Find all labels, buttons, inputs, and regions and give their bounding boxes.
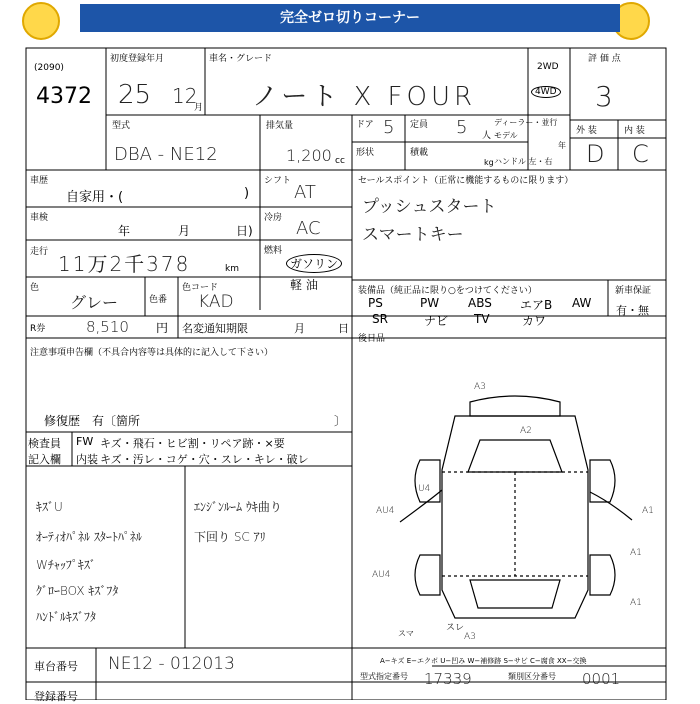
diagram-mark-a1-upper: A1 <box>642 506 654 516</box>
equip-pw: PW <box>420 296 440 310</box>
score-value: 3 <box>595 80 613 113</box>
aircon-label: 冷房 <box>264 213 283 223</box>
fw-values: キズ・飛石・ヒビ割・リペア跡・×要 <box>100 437 285 450</box>
sales-label: セールスポイント（正常に機能するものに限ります） <box>358 176 574 186</box>
diagram-mark-a3-bottom: A3 <box>464 632 476 642</box>
color-label: 色 <box>30 283 40 293</box>
exterior-label: 外 装 <box>576 126 597 136</box>
inspector-label: 検査員 <box>28 437 61 450</box>
type-label: 型式 <box>112 121 131 131</box>
cc-unit: cc <box>335 156 345 166</box>
registration-label: 登録番号 <box>34 690 78 703</box>
chassis-value: NE12 - 012013 <box>108 654 235 674</box>
diagram-mark-a1-lower: A1 <box>630 598 642 608</box>
interior-inspect-values: キズ・汚レ・コゲ・穴・スレ・キレ・破レ <box>100 453 309 466</box>
fuel-type: 軽 油 <box>290 278 318 292</box>
equip-navi: ナビ <box>424 314 449 328</box>
new-car-warranty-label: 新車保証 <box>615 286 652 296</box>
remark-left-3: Wﾁｬｯﾌﾟｷｽﾞ <box>36 558 96 572</box>
inspector-label-2: 記入欄 <box>28 453 61 466</box>
shift-value: AT <box>294 182 316 203</box>
diagram-mark-suma: スマ <box>398 629 414 638</box>
lot-code: (2090) <box>34 63 64 73</box>
load-label: 積載 <box>410 148 429 158</box>
interior-label: 内 装 <box>624 126 645 136</box>
displacement-value: 1,200 <box>286 146 332 165</box>
fuel-label: 燃料 <box>264 246 283 256</box>
equip-aw: AW <box>572 296 592 310</box>
name-change-month: 月 <box>294 322 305 335</box>
reg-year: 25 <box>118 80 152 110</box>
aircon-value: AC <box>296 218 321 239</box>
repair-close: 〕 <box>334 414 347 428</box>
cert-value: 17339 <box>424 670 472 688</box>
diagram-mark-a3-top: A3 <box>474 382 486 392</box>
score-label: 評 価 点 <box>588 54 621 64</box>
class-label: 類別区分番号 <box>508 672 556 681</box>
shift-label: シフト <box>264 176 292 186</box>
reg-label: 初度登録年月 <box>110 54 165 64</box>
recycle-label: R券 <box>30 324 46 334</box>
remark-left-1: ｷｽﾞU <box>36 500 63 514</box>
handle-label: ハンドル 左・右 <box>494 157 553 166</box>
remark-left-4: ｸﾞﾛｰBOX ｷｽﾞﾌﾀ <box>36 584 119 598</box>
diagram-legend: A−キズ E−エクボ U−凹み W−補修跡 S−サビ C−腐食 XX−交換 <box>380 657 587 665</box>
door-label: ドア <box>356 120 374 130</box>
name-change-label: 名変通知期限 <box>182 322 248 335</box>
lot-number: 4372 <box>36 84 92 109</box>
fuel-value: ガソリン <box>286 254 342 273</box>
recycle-value: 8,510 <box>86 318 129 336</box>
mileage-unit: km <box>225 264 239 274</box>
displacement-label: 排気量 <box>266 121 294 131</box>
diagram-mark-scratch: スレ <box>446 623 465 633</box>
new-car-warranty-value: 有・無 <box>616 304 649 317</box>
usage-value: 自家用・( <box>66 190 124 205</box>
capacity-value: 5 <box>456 117 468 138</box>
equip-tv: TV <box>474 312 490 326</box>
color-value: グレー <box>70 293 119 312</box>
fw-label: FW <box>76 435 94 448</box>
class-value: 0001 <box>582 670 621 688</box>
equip-sr: SR <box>372 312 388 326</box>
kg-unit: kg <box>484 158 494 167</box>
door-value: 5 <box>383 117 395 138</box>
sales-line-2: スマートキー <box>362 225 464 245</box>
capacity-unit: 人 <box>482 131 492 141</box>
remark-left-2: ｵｰﾃｨｵﾊﾟﾈﾙ ｽﾀｰﾄﾊﾟﾈﾙ <box>36 530 142 544</box>
exterior-grade: D <box>586 140 605 168</box>
chassis-label: 車台番号 <box>34 660 78 673</box>
remark-right-2: 下回り SC ｱﾘ <box>194 530 266 544</box>
banner-title: 完全ゼロ切りコーナー <box>80 4 620 32</box>
usage-label: 車歴 <box>30 176 49 186</box>
diagram-mark-a2: A2 <box>520 426 532 436</box>
post-date-label: 後日品 <box>358 334 386 344</box>
color-code2-label: 色コード <box>182 283 219 293</box>
shape-label: 形状 <box>356 148 375 158</box>
reg-month: 12 <box>172 84 198 108</box>
diagram-mark-au4-lower: AU4 <box>372 570 391 580</box>
interior-inspect-label: 内装 <box>76 453 98 466</box>
reg-month-unit: 月 <box>194 103 204 113</box>
model-year-label: モデル <box>494 131 518 140</box>
inspection-label: 車検 <box>30 213 49 223</box>
mileage-value: 11万2千378 <box>58 252 191 276</box>
notes-label: 注意事項申告欄（不具合内容等は具体的に記入して下さい） <box>30 348 274 358</box>
diagram-mark-a1-mid: A1 <box>630 548 642 558</box>
recycle-unit: 円 <box>156 321 169 335</box>
model-name: ノート X FOUR <box>252 82 477 112</box>
equip-leather: カワ <box>522 314 547 328</box>
sales-line-1: プッシュスタート <box>362 197 497 217</box>
diagram-mark-au4-upper: AU4 <box>376 506 395 516</box>
cert-label: 型式指定番号 <box>360 672 408 681</box>
capacity-label: 定員 <box>410 120 429 130</box>
usage-close: ) <box>244 186 250 201</box>
equip-ps: PS <box>368 296 383 310</box>
drive-4wd: 4WD <box>531 86 561 98</box>
interior-grade: C <box>632 140 649 168</box>
remark-left-5: ﾊﾝﾄﾞﾙｷｽﾞﾌﾀ <box>36 610 97 624</box>
model-label: 車名・グレード <box>209 54 273 64</box>
mileage-label: 走行 <box>30 247 49 257</box>
dealer-label: ディーラー・並行 <box>494 118 558 127</box>
drive-2wd: 2WD <box>537 62 559 72</box>
model-year-unit: 年 <box>558 141 566 150</box>
equipment-label: 装備品（純正品に限り○をつけてください） <box>358 286 537 296</box>
inspection-day: 日) <box>236 224 253 238</box>
diagram-mark-u4: U4 <box>418 484 431 494</box>
type-value: DBA - NE12 <box>114 144 218 165</box>
inspection-year: 年 <box>118 224 131 238</box>
equip-abs: ABS <box>468 296 492 310</box>
repair-history: 修復歴 有〔箇所 <box>44 414 141 428</box>
color-code-value: KAD <box>198 292 234 312</box>
inspection-month: 月 <box>178 224 191 238</box>
car-damage-diagram <box>370 380 660 642</box>
name-change-day: 日 <box>338 322 349 335</box>
equip-airbag: エアB <box>520 298 553 312</box>
remark-right-1: ｴﾝｼﾞﾝﾙｰﾑ ｳｷ曲り <box>194 500 282 514</box>
color-code-label: 色番 <box>149 295 168 305</box>
